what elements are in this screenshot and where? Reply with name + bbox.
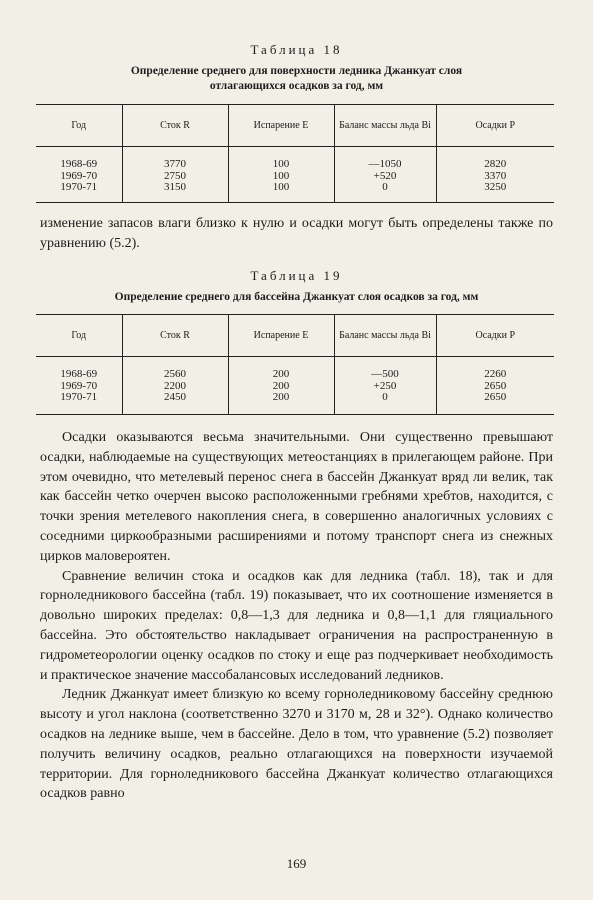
paragraph-2: Осадки оказываются весьма значительными. Они существенно превышают осадки, наблюдаемые на существующих метеостанциях в прилегающем районе. При этом очевидно, что метелевый перенос снега в бассейн Джанкуат вряд ли велик, так как бассейн четко очерчен высоко расположенными гребнями хребтов, находится, с точки зрения метелевого накопления снега, в совершенно аналогичных условиях с соседними циркообразными расширениями и потому транспорт снега из снежных цирков маловероятен.: [40, 430, 553, 564]
header-runoff: Сток R: [122, 315, 228, 357]
table-19-caption: Таблица 19: [250, 268, 343, 283]
header-evaporation: Испарение E: [228, 105, 334, 147]
header-precipitation: Осадки P: [436, 315, 554, 357]
table-18: [36, 104, 554, 203]
table-19-title: Определение среднего для бассейна Джанкуат слоя осадков за год, мм: [114, 291, 479, 303]
cell-mass-balance: —500 +250 0: [334, 357, 436, 415]
cell-evaporation: 200 200 200: [228, 357, 334, 415]
cell-years: 1968-69 1969-70 1970-71: [36, 147, 122, 203]
header-evaporation: Испарение E: [228, 315, 334, 357]
paragraph-1: [40, 214, 553, 254]
cell-evaporation: 100 100 100: [228, 147, 334, 203]
cell-precipitation: 2260 2650 2650: [436, 357, 554, 415]
table-18-header-row: [36, 105, 554, 147]
header-mass-balance: Баланс массы льда Bi: [334, 315, 436, 357]
table-18-title-line1: Определение среднего для поверхности ледника Джанкуат слоя: [130, 65, 463, 77]
table-19-header-row: [36, 315, 554, 357]
body-text: [40, 428, 553, 804]
cell-years: 1968-69 1969-70 1970-71: [36, 357, 122, 415]
cell-precipitation: 2820 3370 3250: [436, 147, 554, 203]
page-number: 169: [286, 856, 307, 871]
table-18-caption: Таблица 18: [250, 42, 343, 57]
table-18-title-line2: отлагающихся осадков за год, мм: [209, 80, 384, 92]
paragraph-4: Ледник Джанкуат имеет близкую ко всему горноледниковому бассейну среднюю высоту и угол наклона (соответственно 3270 и 3170 м, 28 и 32°). Однако количество осадков на леднике выше, чем в бассейне. Дело в том, что уравнение (5.2) позволяет получить величину осадков, реально отлагающихся на поверхности изучаемой территории. Для горноледникового бассейна Джанкуат количество отлагающихся осадков равно: [40, 687, 553, 802]
paragraph-1-text: изменение запасов влаги близко к нулю и осадки могут быть определены также по уравнению (5.2).: [40, 216, 553, 251]
table-19-body-row: [36, 357, 554, 415]
header-runoff: Сток R: [122, 105, 228, 147]
cell-runoff: 2560 2200 2450: [122, 357, 228, 415]
header-year: Год: [36, 315, 122, 357]
table-19: [36, 314, 554, 415]
table-18-body-row: [36, 147, 554, 203]
table-18-title: [40, 64, 553, 94]
paragraph-3: Сравнение величин стока и осадков как для ледника (табл. 18), так и для горноледникового бассейна (табл. 19) показывает, что их соотношение изменяется в довольно широких пределах: 0,8—1,3 для ледника и 0,8—1,1 для гляциального бассейна. Это обстоятельство накладывает ограничения на распространенную в гидрометеорологии оценку осадков по стоку и еще раз подчеркивает необходимость и практическое значение массобалансовых исследований ледников.: [40, 568, 553, 683]
header-year: Год: [36, 105, 122, 147]
header-precipitation: Осадки P: [436, 105, 554, 147]
cell-mass-balance: —1050 +520 0: [334, 147, 436, 203]
cell-runoff: 3770 2750 3150: [122, 147, 228, 203]
header-mass-balance: Баланс массы льда Bi: [334, 105, 436, 147]
